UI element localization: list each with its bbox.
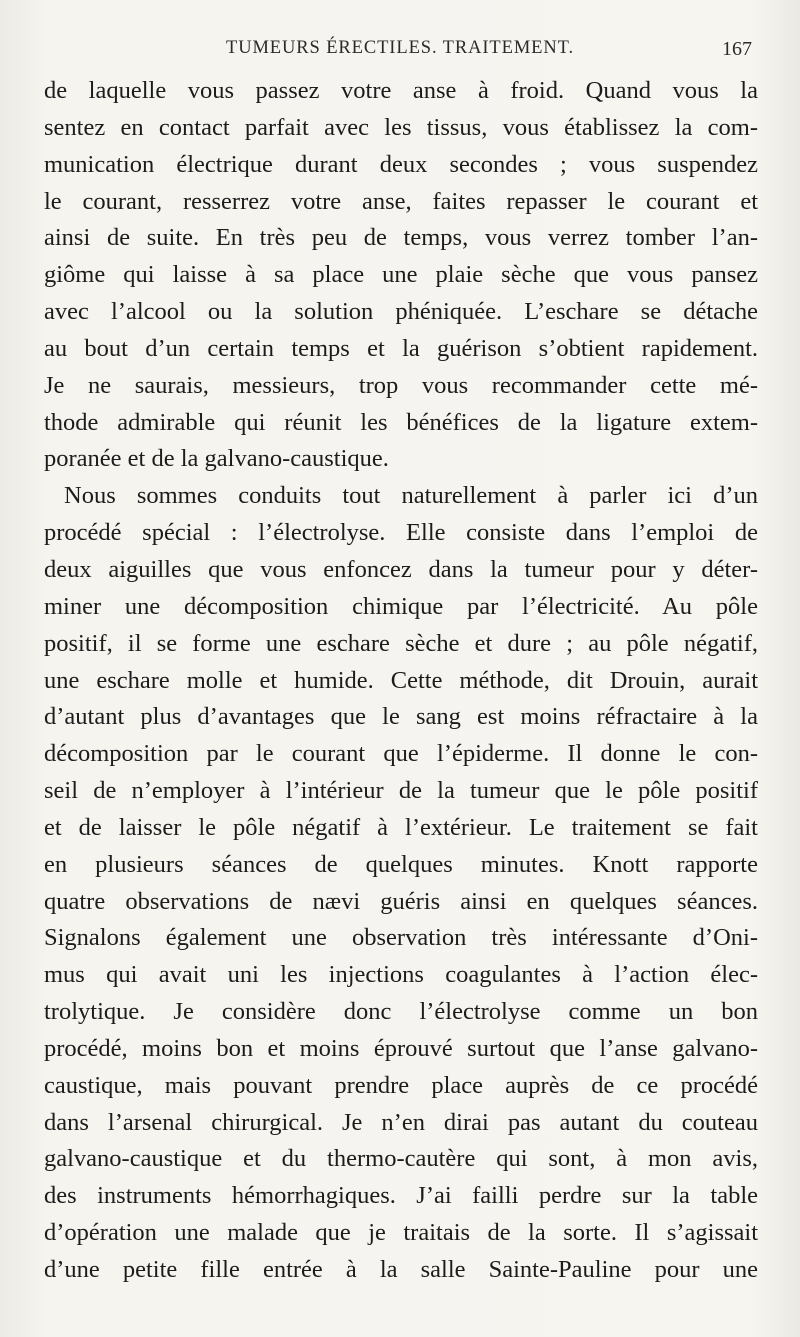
text-line-24: Signalons également une observation très intéressante d’Oni- <box>44 924 758 952</box>
text-line-26: trolytique. Je considère donc l’électrolyse comme un bon <box>44 998 758 1026</box>
text-line-28: caustique, mais pouvant prendre place auprès de ce procédé <box>44 1071 758 1099</box>
text-line-5: ainsi de suite. En très peu de temps, vous verrez tomber l’an- <box>44 224 758 252</box>
text-line-11: poranée et de la galvano-caustique. <box>44 445 389 473</box>
text-line-6: giôme qui laisse à sa place une plaie sèche que vous pansez <box>44 261 758 289</box>
text-line-18: d’autant plus d’avantages que le sang est moins réfractaire à la <box>44 703 758 731</box>
text-line-1: de laquelle vous passez votre anse à froid. Quand vous la <box>44 77 758 104</box>
running-title: TUMEURS ÉRECTILES. TRAITEMENT. <box>226 38 574 58</box>
body-text <box>44 73 758 1289</box>
text-line-3: munication électrique durant deux secondes ; vous suspendez <box>44 150 758 178</box>
page-number: 167 <box>722 38 752 60</box>
text-line-17: une eschare molle et humide. Cette méthode, dit Drouin, aurait <box>44 666 758 694</box>
text-line-23: quatre observations de nævi guéris ainsi en quelques séances. <box>44 887 758 915</box>
text-line-22: en plusieurs séances de quelques minutes. Knott rapporte <box>44 850 758 878</box>
text-line-32: d’opération une malade que je traitais de la sorte. Il s’agissait <box>44 1219 758 1247</box>
text-line-30: galvano-caustique et du thermo-cautère qui sont, à mon avis, <box>44 1145 758 1173</box>
text-line-19: décomposition par le courant que l’épiderme. Il donne le con- <box>44 740 758 768</box>
text-line-31: des instruments hémorrhagiques. J’ai failli perdre sur la table <box>44 1182 758 1210</box>
text-line-20: seil de n’employer à l’intérieur de la tumeur que le pôle positif <box>44 777 758 805</box>
text-line-25: mus qui avait uni les injections coagulantes à l’action élec- <box>44 961 758 989</box>
text-line-16: positif, il se forme une eschare sèche et dure ; au pôle négatif, <box>44 629 758 657</box>
text-line-7: avec l’alcool ou la solution phéniquée. L’eschare se détache <box>44 298 758 326</box>
text-line-21: et de laisser le pôle négatif à l’extérieur. Le traitement se fait <box>44 813 758 841</box>
text-line-8: au bout d’un certain temps et la guérison s’obtient rapidement. <box>44 334 758 362</box>
text-line-12: Nous sommes conduits tout naturellement à parler ici d’un <box>64 482 758 510</box>
text-line-14: deux aiguilles que vous enfoncez dans la tumeur pour y déter- <box>44 555 758 583</box>
running-head <box>40 38 760 68</box>
text-line-15: miner une décomposition chimique par l’électricité. Au pôle <box>44 592 758 620</box>
text-line-4: le courant, resserrez votre anse, faites repasser le courant et <box>44 187 758 215</box>
text-line-27: procédé, moins bon et moins éprouvé surtout que l’anse galvano- <box>44 1034 758 1062</box>
text-line-29: dans l’arsenal chirurgical. Je n’en dirai pas autant du couteau <box>44 1108 758 1136</box>
text-line-2: sentez en contact parfait avec les tissus, vous établissez la com- <box>44 113 758 141</box>
text-line-13: procédé spécial : l’électrolyse. Elle consiste dans l’emploi de <box>44 519 758 547</box>
text-line-33: d’une petite fille entrée à la salle Sainte-Pauline pour une <box>44 1256 758 1283</box>
text-line-9: Je ne saurais, messieurs, trop vous recommander cette mé- <box>44 371 758 399</box>
text-line-10: thode admirable qui réunit les bénéfices de la ligature extem- <box>44 408 758 436</box>
